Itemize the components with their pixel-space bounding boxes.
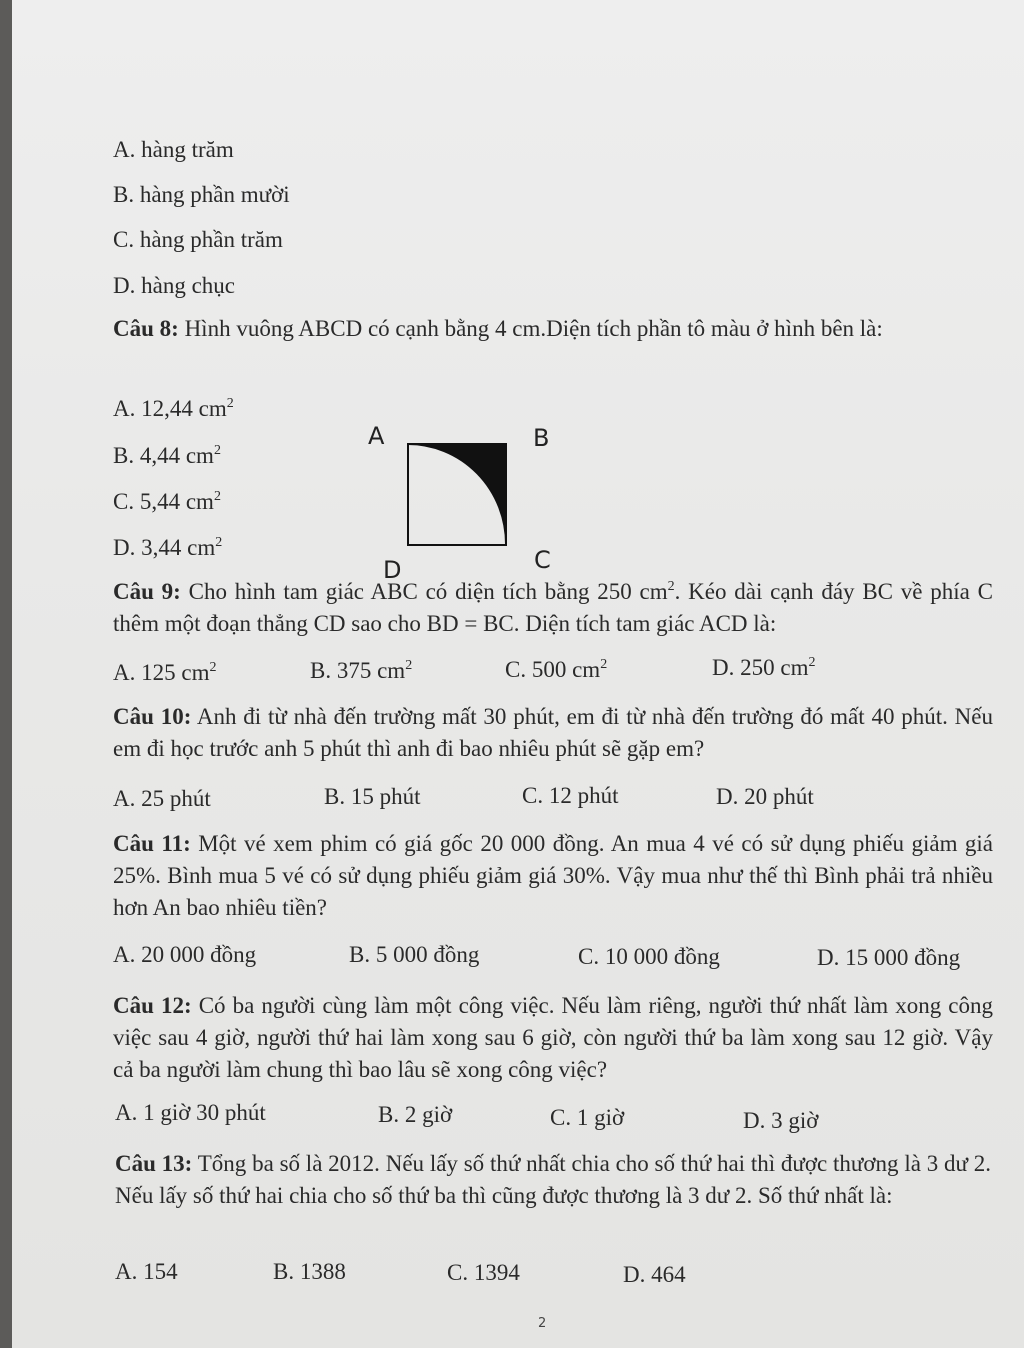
vertex-label-b: B: [533, 424, 550, 452]
q7-option-c: C. hàng phần trăm: [113, 227, 283, 252]
q12-option-d: D. 3 giờ: [743, 1108, 819, 1133]
q8-option-c: C. 5,44 $cm^2$: [113, 489, 221, 514]
q8-label: Câu 8:: [113, 316, 179, 341]
q11-option-d: D. 15 000 đồng: [817, 945, 961, 970]
q8-option-d: D. 3,44 $cm^2$: [113, 535, 223, 560]
q13-option-b: B. 1388: [273, 1259, 346, 1284]
q7-option-a: A. hàng trăm: [113, 137, 234, 162]
q13-option-d: D. 464: [623, 1262, 686, 1287]
q9-text-part2: . Kéo dài cạnh đáy BC về phía C thêm một đoạn thẳng CD sao cho BD = BC. Diện tích tam giác ACD là:: [113, 579, 994, 636]
q11-option-a: A. 20 000 đồng: [113, 942, 257, 967]
q10-option-d: D. 20 phút: [716, 784, 814, 809]
q10-option-a: A. 25 phút: [113, 786, 211, 811]
vertex-label-d: D: [383, 556, 402, 584]
q9-option-d: D. 250 $cm^2$: [712, 655, 816, 680]
q8-option-a: A. 12,44 $cm^2$: [113, 396, 234, 421]
q10-option-b: B. 15 phút: [324, 784, 421, 809]
q7-option-b: B. hàng phần mười: [113, 182, 290, 207]
q9-question: [113, 576, 993, 640]
q13-question: [115, 1148, 991, 1212]
vertex-label-c: C: [534, 546, 551, 574]
q12-question: [113, 990, 993, 1086]
q8-question: [113, 313, 993, 345]
q12-option-b: B. 2 giờ: [378, 1102, 453, 1127]
q10-option-c: C. 12 phút: [522, 783, 619, 808]
q9-option-a: A. 125 $cm^2$: [113, 660, 217, 685]
vertex-label-a: A: [368, 422, 385, 450]
q10-label: Câu 10:: [113, 704, 192, 729]
q9-label: Câu 9:: [113, 579, 181, 604]
page-number: 2: [538, 1316, 547, 1331]
square-figure: [405, 440, 509, 550]
q9-text-part1: Cho hình tam giác ABC có diện tích bằng 250 cm: [188, 579, 668, 604]
q11-text: Một vé xem phim có giá gốc 20 000 đồng. An mua 4 vé có sử dụng phiếu giảm giá 25%. Bình mua 5 vé có sử dụng phiếu giảm giá 30%. Vậy mua như thế thì Bình phải trả nhiều hơn An bao nhiêu tiền?: [113, 831, 994, 920]
q11-question: [113, 828, 993, 924]
q10-text: Anh đi từ nhà đến trường mất 30 phút, em đi từ nhà đến trường đó mất 40 phút. Nếu em đi học trước anh 5 phút thì anh đi bao nhiêu phút sẽ gặp em?: [113, 704, 993, 761]
q11-option-c: C. 10 000 đồng: [578, 944, 720, 969]
q12-label: Câu 12:: [113, 993, 192, 1018]
q10-question: [113, 701, 993, 765]
q12-text: Có ba người cùng làm một công việc. Nếu làm riêng, người thứ nhất làm xong công việc sau 4 giờ, người thứ hai làm xong sau 6 giờ, còn người thứ ba làm xong sau 12 giờ. Vậy cả ba người làm chung thì bao lâu sẽ xong công việc?: [113, 993, 994, 1082]
q8-option-b: B. 4,44 $cm^2$: [113, 443, 221, 468]
q11-option-b: B. 5 000 đồng: [349, 942, 480, 967]
q11-label: Câu 11:: [113, 831, 191, 856]
q13-text: Tổng ba số là 2012. Nếu lấy số thứ nhất chia cho số thứ hai thì được thương là 3 dư 2. Nếu lấy số thứ hai chia cho số thứ ba thì cũng được thương là 3 dư 2. Số thứ nhất là:: [115, 1151, 991, 1208]
q12-option-a: A. 1 giờ 30 phút: [115, 1100, 266, 1125]
q13-option-a: A. 154: [115, 1259, 178, 1284]
q13-option-c: C. 1394: [447, 1260, 520, 1285]
q9-option-c: C. 500 $cm^2$: [505, 657, 608, 682]
q12-option-c: C. 1 giờ: [550, 1105, 625, 1130]
q8-text: Hình vuông ABCD có cạnh bằng 4 cm.Diện tích phần tô màu ở hình bên là:: [184, 316, 883, 341]
q13-label: Câu 13:: [115, 1151, 193, 1176]
q9-sup: 2: [667, 579, 675, 594]
q7-option-d: D. hàng chục: [113, 273, 235, 298]
shaded-region: [408, 444, 506, 544]
q9-option-b: B. 375 $cm^2$: [310, 658, 413, 683]
